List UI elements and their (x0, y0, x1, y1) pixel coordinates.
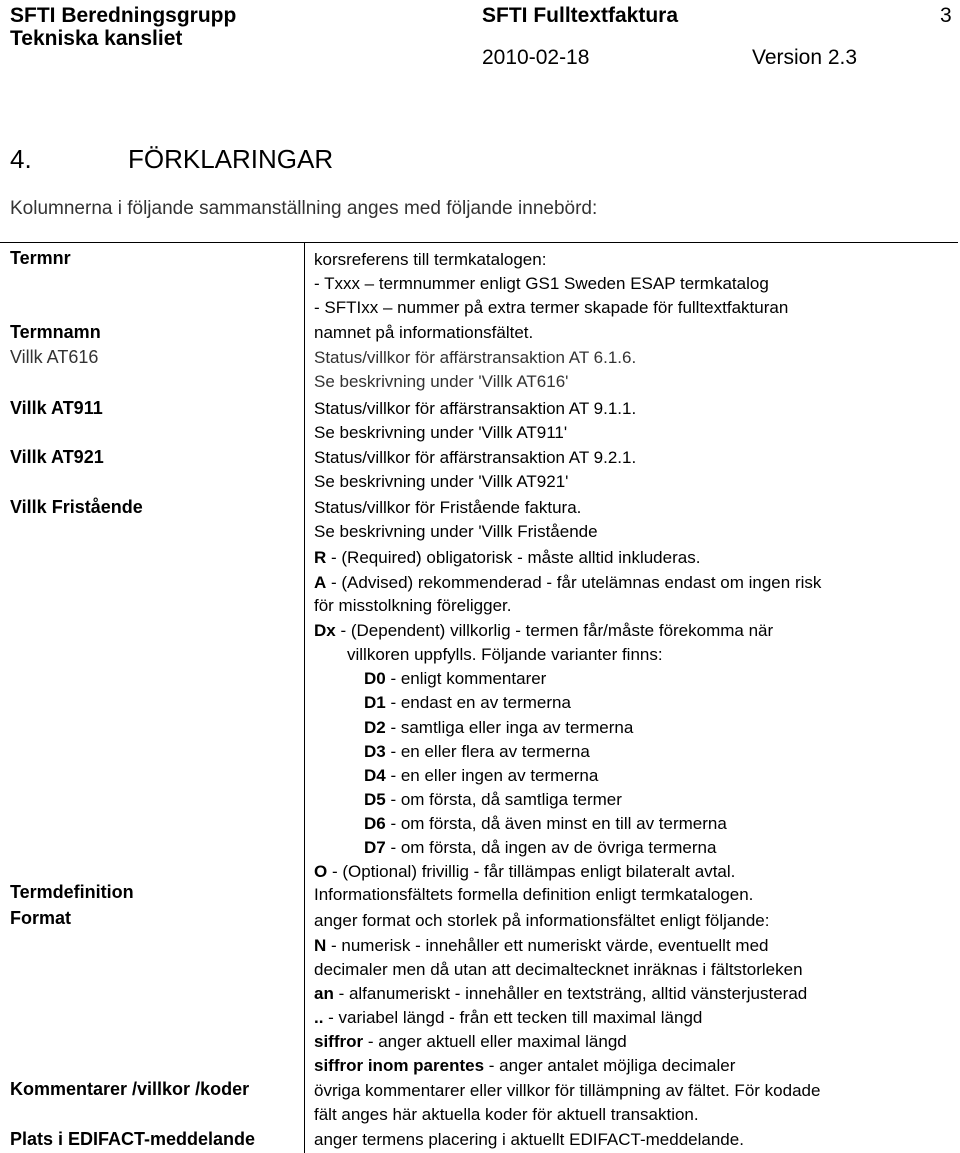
code-text: - samtliga eller inga av termerna (385, 718, 634, 737)
desc-at921-line: Se beskrivning under 'Villk AT921' (314, 472, 569, 491)
code-key: D6 (364, 814, 386, 833)
header-org: SFTI Beredningsgrupp (10, 4, 237, 27)
format-an (314, 982, 807, 1005)
desc-at911-line: Se beskrivning under 'Villk AT911' (314, 423, 568, 442)
code-key: D4 (364, 766, 386, 785)
code-key: Dx (314, 621, 336, 640)
code-dx-continued: villkoren uppfylls. Följande varianter finns: (347, 645, 663, 664)
label-villk-at921: Villk AT921 (10, 447, 104, 467)
format-text: - anger antalet möjliga decimaler (484, 1056, 736, 1075)
header-date: 2010-02-18 (482, 46, 590, 69)
format-n-continued: decimaler men då utan att decimaltecknet inräknas i fältstorleken (314, 960, 803, 979)
code-d-variant (364, 740, 590, 763)
code-text: - endast en av termerna (385, 693, 571, 712)
code-text: - om första, då samtliga termer (385, 790, 622, 809)
label-villk-fristaende: Villk Fristående (10, 497, 143, 517)
format-key: siffror inom parentes (314, 1056, 485, 1075)
format-text: - alfanumeriskt - innehåller en textsträng, alltid vänsterjusterad (333, 984, 808, 1003)
label-villk-at616: Villk AT616 (10, 347, 99, 367)
desc-termnr-line: - SFTIxx – nummer på extra termer skapade för fulltextfakturan (314, 298, 789, 317)
label-kommentarer: Kommentarer /villkor /koder (10, 1079, 250, 1099)
desc-kommentarer-line: fält anges här aktuella koder för aktuell transaktion. (314, 1105, 699, 1124)
header-page-number: 3 (940, 4, 952, 27)
code-r (314, 546, 700, 569)
code-d-variant (364, 812, 727, 835)
desc-plats: anger termens placering i aktuellt EDIFACT-meddelande. (314, 1130, 744, 1149)
format-siffror-inom-parentes (314, 1054, 735, 1077)
code-d-variant (364, 691, 571, 714)
desc-termnr-line: - Txxx – termnummer enligt GS1 Sweden ESAP termkatalog (314, 274, 769, 293)
code-key: D3 (364, 742, 386, 761)
code-a (314, 571, 821, 594)
code-key: D7 (364, 838, 386, 857)
format-key: N (314, 936, 327, 955)
format-dots (314, 1006, 702, 1029)
desc-at911-line: Status/villkor för affärstransaktion AT 9.1.1. (314, 399, 637, 418)
label-format: Format (10, 908, 72, 928)
code-key: D2 (364, 718, 386, 737)
code-d-variant (364, 764, 598, 787)
code-key: R (314, 548, 327, 567)
code-key: D0 (364, 669, 386, 688)
desc-kommentarer-line: övriga kommentarer eller villkor för tillämpning av fältet. För kodade (314, 1081, 821, 1100)
code-text: - en eller ingen av termerna (385, 766, 599, 785)
label-villk-at911: Villk AT911 (10, 398, 103, 418)
code-d-variant (364, 836, 716, 859)
format-text: - anger aktuell eller maximal längd (363, 1032, 627, 1051)
section-number: 4. (10, 144, 32, 174)
code-text: - (Dependent) villkorlig - termen får/måste förekomma när (335, 621, 774, 640)
desc-termdefinition: Informationsfältets formella definition enligt termkatalogen. (314, 885, 754, 904)
header-document-title: SFTI Fulltextfaktura (482, 4, 679, 27)
format-text: - variabel längd - från ett tecken till maximal längd (323, 1008, 703, 1027)
desc-at921-line: Status/villkor för affärstransaktion AT 9.2.1. (314, 448, 637, 467)
code-text: - (Optional) frivillig - får tillämpas enligt bilateralt avtal. (327, 862, 736, 881)
format-key: siffror (314, 1032, 364, 1051)
header-version: Version 2.3 (752, 46, 858, 69)
format-text: - numerisk - innehåller ett numeriskt värde, eventuellt med (326, 936, 769, 955)
desc-at616-line: Status/villkor för affärstransaktion AT 6.1.6. (314, 348, 637, 367)
code-key: A (314, 573, 327, 592)
format-key: an (314, 984, 334, 1003)
format-key: .. (314, 1008, 324, 1027)
code-dx (314, 619, 773, 642)
label-termnr: Termnr (10, 248, 71, 268)
format-intro: anger format och storlek på informationsfältet enligt följande: (314, 911, 770, 930)
label-termnamn: Termnamn (10, 322, 101, 342)
code-text: - enligt kommentarer (385, 669, 547, 688)
code-key: D1 (364, 693, 386, 712)
code-key: O (314, 862, 328, 881)
code-text: - en eller flera av termerna (385, 742, 590, 761)
intro-text: Kolumnerna i följande sammanställning anges med följande innebörd: (10, 198, 598, 219)
code-d-variant (364, 788, 622, 811)
code-text: - om första, då ingen av de övriga termerna (385, 838, 717, 857)
desc-frist-line: Status/villkor för Fristående faktura. (314, 498, 582, 517)
desc-at616-line: Se beskrivning under 'Villk AT616' (314, 372, 569, 391)
code-text: - (Required) obligatorisk - måste alltid inkluderas. (326, 548, 701, 567)
definitions-table (0, 242, 958, 1153)
desc-termnamn: namnet på informationsfältet. (314, 323, 534, 342)
format-n (314, 934, 768, 957)
code-text: - (Advised) rekommenderad - får utelämnas endast om ingen risk (326, 573, 822, 592)
desc-frist-line: Se beskrivning under 'Villk Fristående (314, 522, 598, 541)
section-heading (10, 143, 333, 175)
code-o (314, 860, 735, 883)
code-key: D5 (364, 790, 386, 809)
code-text: - om första, då även minst en till av termerna (385, 814, 727, 833)
label-termdefinition: Termdefinition (10, 882, 134, 902)
code-d-variant (364, 716, 633, 739)
format-siffror (314, 1030, 627, 1053)
desc-termnr-line: korsreferens till termkatalogen: (314, 250, 547, 269)
code-a-continued: för misstolkning föreligger. (314, 596, 512, 615)
header-dept: Tekniska kansliet (10, 27, 183, 50)
code-d-variant (364, 667, 546, 690)
column-divider (304, 243, 305, 1153)
section-title: FÖRKLARINGAR (128, 144, 334, 174)
label-plats: Plats i EDIFACT-meddelande (10, 1129, 256, 1149)
